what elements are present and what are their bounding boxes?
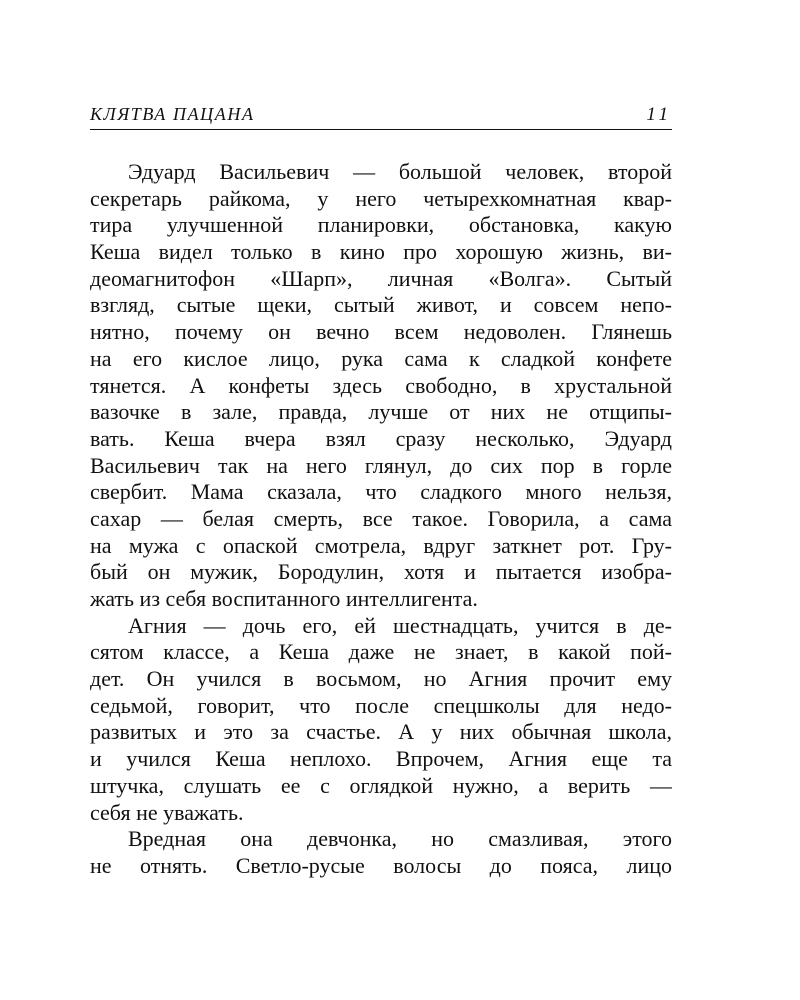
text-line: тянется. А конфеты здесь свободно, в хрустальной xyxy=(90,372,672,398)
text-line: вать. Кеша вчера взял сразу несколько, Эдуард xyxy=(90,425,672,451)
text-line: Агния — дочь его, ей шестнадцать, учится в де- xyxy=(128,612,672,638)
text-line: Вредная она девчонка, но смазливая, этого xyxy=(128,826,672,852)
text-line: нятно, почему он вечно всем недоволен. Глянешь xyxy=(90,319,672,345)
text-line: Кеша видел только в кино про хорошую жизнь, ви- xyxy=(90,239,672,265)
text-line: жать из себя воспитанного интеллигента. xyxy=(90,586,478,611)
paragraph xyxy=(90,826,672,879)
page-number: 11 xyxy=(646,104,672,125)
text-line: себя не уважать. xyxy=(90,799,244,825)
text-line: деомагнитофон «Шарп», личная «Волга». Сытый xyxy=(90,265,672,291)
text-line: сахар — белая смерть, все такое. Говорила, а сама xyxy=(90,505,672,531)
text-line: седьмой, говорит, что после спецшколы для недо- xyxy=(90,692,672,718)
text-line: тира улучшенной планировки, обстановка, какую xyxy=(90,212,672,238)
body-text xyxy=(90,159,672,880)
running-head xyxy=(90,104,672,130)
text-line: и учился Кеша неплохо. Впрочем, Агния еще та xyxy=(90,746,672,772)
book-title: КЛЯТВА ПАЦАНА xyxy=(90,104,255,124)
text-line: на его кислое лицо, рука сама к сладкой конфете xyxy=(90,345,672,371)
text-line: сятом классе, а Кеша даже не знает, в какой пой- xyxy=(90,639,672,665)
text-line: Васильевич так на него глянул, до сих пор в горле xyxy=(90,452,672,478)
text-line: взгляд, сытые щеки, сытый живот, и совсем непо- xyxy=(90,292,672,318)
text-line: свербит. Мама сказала, что сладкого много нельзя, xyxy=(90,479,672,505)
text-line: секретарь райкома, у него четырехкомнатная квар- xyxy=(90,185,672,211)
text-line: штучка, слушать ее с оглядкой нужно, а верить — xyxy=(90,772,672,798)
text-line: не отнять. Светло-русые волосы до пояса, лицо xyxy=(90,852,672,878)
paragraph xyxy=(90,613,672,827)
text-line: на мужа с опаской смотрела, вдруг заткнет рот. Гру- xyxy=(90,532,672,558)
paragraph xyxy=(90,159,672,613)
text-line: развитых и это за счастье. А у них обычная школа, xyxy=(90,719,672,745)
text-line: дет. Он учился в восьмом, но Агния прочит ему xyxy=(90,666,672,692)
text-line: вазочке в зале, правда, лучше от них не отщипы- xyxy=(90,399,672,425)
text-line: Эдуард Васильевич — большой человек, второй xyxy=(128,159,672,184)
text-line: бый он мужик, Бородулин, хотя и пытается изобра- xyxy=(90,559,672,585)
